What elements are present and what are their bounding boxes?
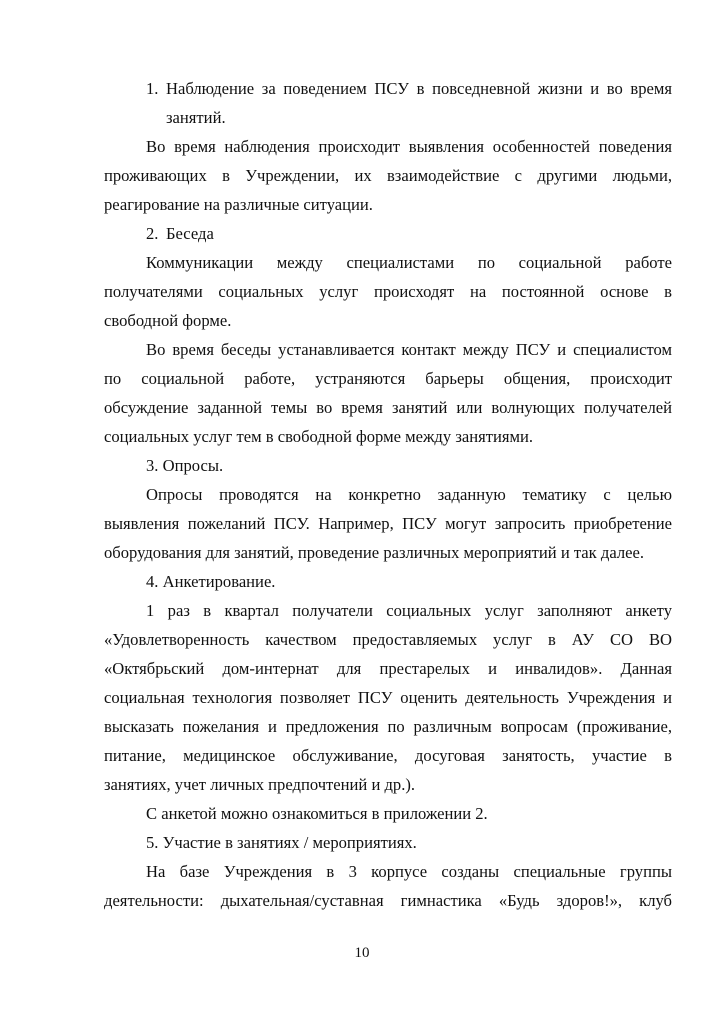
paragraph-line: получателями социальных услуг происходят на постоянной основе в	[104, 282, 672, 301]
paragraph-line: На базе Учреждения в 3 корпусе созданы специальные группы	[146, 862, 672, 881]
paragraph-line: занятиях, учет личных предпочтений и др.).	[104, 775, 416, 794]
paragraph-line: «Удовлетворенность качеством предоставляемых услуг в АУ СО ВО	[104, 630, 672, 649]
list-item-2	[104, 219, 672, 248]
paragraph-line: обсуждение заданной темы во время занятий или волнующих получателей	[104, 398, 672, 417]
paragraph-line: социальных услуг тем в свободной форме между занятиями.	[104, 427, 534, 446]
page-number: 10	[354, 945, 370, 961]
list-marker: 2.	[146, 224, 159, 243]
paragraph-line: высказать пожелания и предложения по различным вопросам (проживание,	[104, 717, 672, 736]
paragraph-line: свободной форме.	[104, 311, 232, 330]
paragraph-line: по социальной работе, устраняются барьеры общения, происходит	[104, 369, 672, 388]
section-heading: 3. Опросы.	[146, 456, 224, 475]
paragraph-line: питание, медицинское обслуживание, досуговая занятость, участие в	[104, 746, 672, 765]
paragraph-line: проживающих в Учреждении, их взаимодействие с другими людьми,	[104, 166, 672, 185]
paragraph-line: 1 раз в квартал получатели социальных услуг заполняют анкету	[146, 601, 672, 620]
paragraph-line: Во время наблюдения происходит выявления особенностей поведения	[146, 137, 672, 156]
section-heading: 4. Анкетирование.	[146, 572, 276, 591]
paragraph-line: Во время беседы устанавливается контакт между ПСУ и специалистом	[146, 340, 672, 359]
paragraph-line: реагирование на различные ситуации.	[104, 195, 373, 214]
paragraph-line: оборудования для занятий, проведение различных мероприятий и так далее.	[104, 543, 644, 562]
list-marker: 1.	[146, 79, 159, 98]
paragraph-line: выявления пожеланий ПСУ. Например, ПСУ могут запросить приобретение	[104, 514, 672, 533]
paragraph-line: Коммуникации между специалистами по социальной работе	[146, 253, 672, 272]
paragraph-line: социальная технология позволяет ПСУ оценить деятельность Учреждения и	[104, 688, 672, 707]
paragraph-line: Наблюдение за поведением ПСУ в повседневной жизни и во время	[166, 79, 672, 98]
document-page	[104, 74, 672, 915]
paragraph-line: С анкетой можно ознакомиться в приложении 2.	[146, 804, 488, 823]
paragraph-line: Опросы проводятся на конкретно заданную тематику с целью	[146, 485, 672, 504]
paragraph-line: «Октябрьский дом-интернат для престарелых и инвалидов». Данная	[104, 659, 672, 678]
paragraph-line: занятий.	[166, 108, 226, 127]
list-item-1	[104, 74, 672, 103]
section-heading: 5. Участие в занятиях / мероприятиях.	[146, 833, 417, 852]
paragraph-line: Беседа	[166, 224, 214, 243]
paragraph-line: деятельности: дыхательная/суставная гимнастика «Будь здоров!», клуб	[104, 891, 672, 910]
